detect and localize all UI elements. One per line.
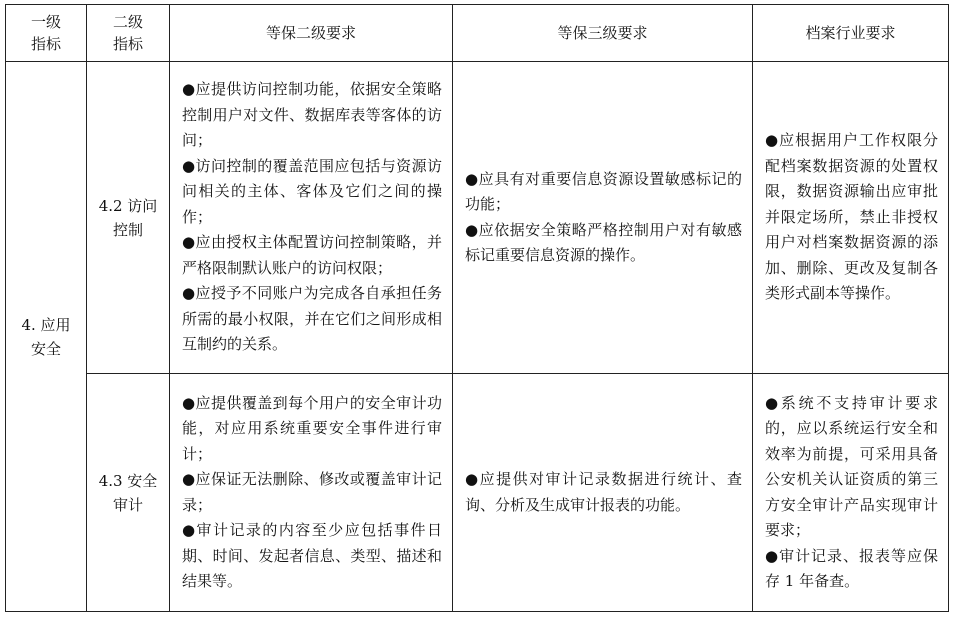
requirements-table — [5, 4, 949, 612]
grade2-cell: ●应提供访问控制功能，依据安全策略控制用户对文件、数据库表等客体的访问； ●访问控制的覆盖范围应包括与资源访问相关的主体、客体及它们之间的操作； ●应由授权主体配置访问控制策略，并严格限制默认账户的访问权限； ●应授予不同账户为完成各自承担任务所需的最小权限，并在它们之间形成相互制约的关系。 — [170, 62, 453, 374]
archive-cell: ●应根据用户工作权限分配档案数据资源的处置权限，数据资源输出应审批并限定场所，禁止非授权用户对档案数据资源的添加、删除、更改及复制各类形式副本等操作。 — [753, 62, 949, 374]
header-grade3: 等保三级要求 — [453, 5, 753, 62]
table-row-access-control — [6, 62, 949, 374]
level2-cell: 4.3 安全 审计 — [87, 374, 170, 612]
grade3-cell: ●应提供对审计记录数据进行统计、查询、分析及生成审计报表的功能。 — [453, 374, 753, 612]
table-row-security-audit — [6, 374, 949, 612]
header-level1: 一级 指标 — [6, 5, 87, 62]
header-level2: 二级 指标 — [87, 5, 170, 62]
grade2-cell: ●应提供覆盖到每个用户的安全审计功能，对应用系统重要安全事件进行审计； ●应保证无法删除、修改或覆盖审计记录； ●审计记录的内容至少应包括事件日期、时间、发起者信息、类型、描述和结果等。 — [170, 374, 453, 612]
grade3-cell: ●应具有对重要信息资源设置敏感标记的功能； ●应依据安全策略严格控制用户对有敏感标记重要信息资源的操作。 — [453, 62, 753, 374]
level2-cell: 4.2 访问 控制 — [87, 62, 170, 374]
header-archive: 档案行业要求 — [753, 5, 949, 62]
header-row — [6, 5, 949, 62]
level1-cell: 4. 应用 安全 — [6, 62, 87, 612]
archive-cell: ●系统不支持审计要求的，应以系统运行安全和效率为前提，可采用具备公安机关认证资质的第三方安全审计产品实现审计要求； ●审计记录、报表等应保存 1 年备查。 — [753, 374, 949, 612]
header-grade2: 等保二级要求 — [170, 5, 453, 62]
